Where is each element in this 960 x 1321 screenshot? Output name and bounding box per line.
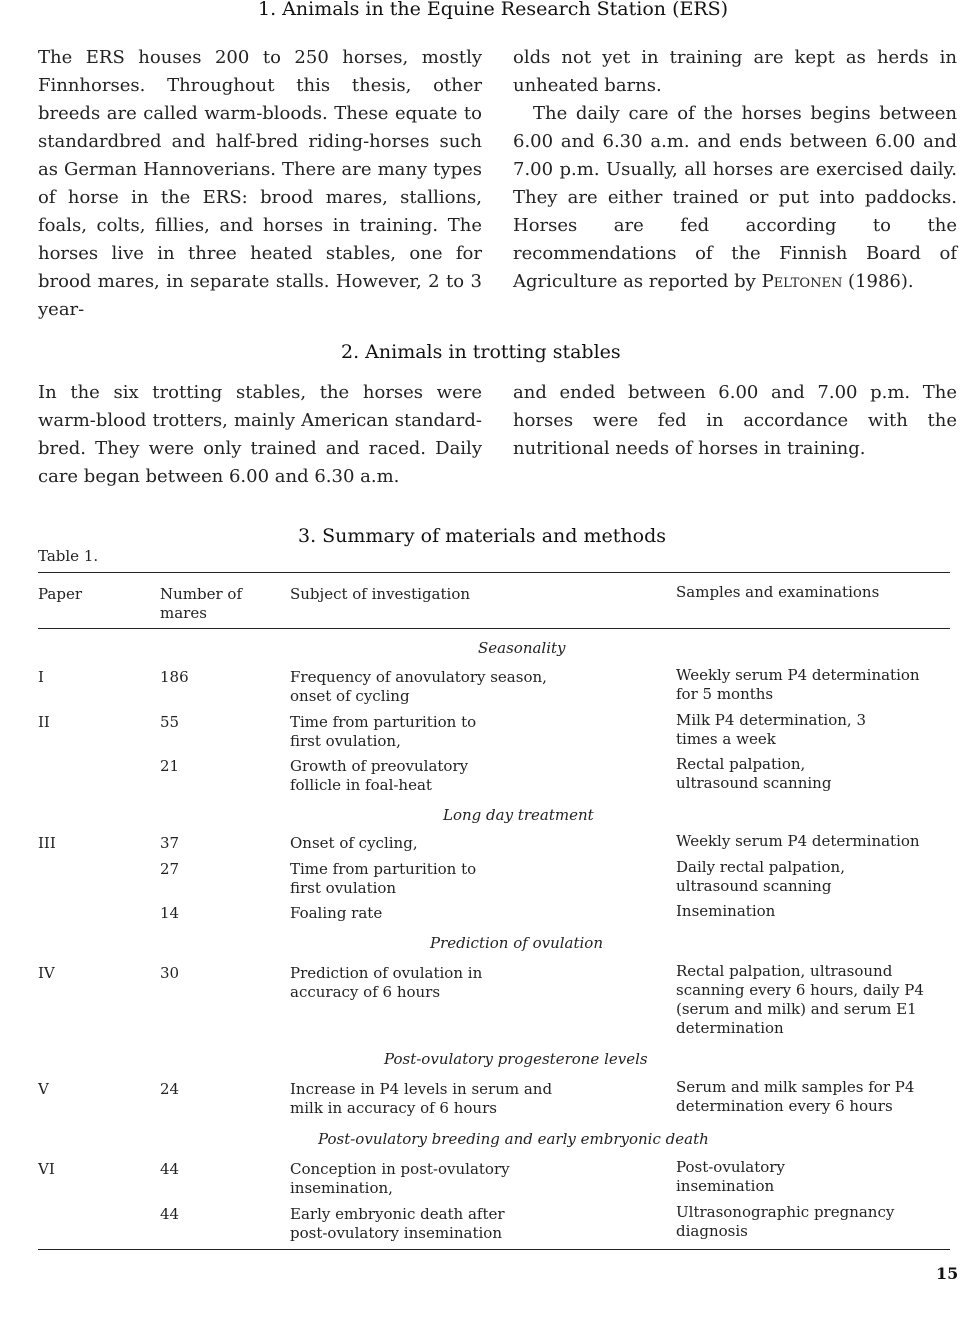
table-cell-number: 21 (160, 757, 180, 775)
table-cell-paper: V (38, 1080, 49, 1098)
column-header-samples: Samples and examinations (676, 583, 880, 601)
table-cell-number: 24 (160, 1080, 180, 1098)
table-cell-samples: Insemination (676, 902, 776, 920)
table-cell-number: 37 (160, 834, 180, 852)
table-cell-paper: I (38, 668, 44, 686)
table-cell-number: 27 (160, 860, 180, 878)
table-section-label: Post-ovulatory breeding and early embryonic death (318, 1130, 709, 1148)
section-1-right-paragraph-2-text: The daily care of the horses begins between 6.00 and 6.30 a.m. and ends between 6.00 and 7.00 p.m. Usually, all horses are exercised daily. They are either trained or put into paddocks. Horses are fed according to the recommendations of the Finnish Board of Agriculture as reported by (513, 103, 957, 292)
table-cell-number: 44 (160, 1205, 180, 1223)
section-3-heading: 3. Summary of materials and methods (298, 525, 666, 547)
table-bottom-rule (38, 1249, 950, 1250)
section-2-left-paragraph: In the six trotting stables, the horses were warm-blood trotters, mainly American standard-bred. They were only trained and raced. Daily care began between 6.00 and 6.30 a.m. (38, 382, 482, 487)
table-cell-samples: Rectal palpation, ultrasound scanning every 6 hours, daily P4 (serum and milk) and serum E1 determination (676, 962, 924, 1037)
table-cell-samples: Serum and milk samples for P4 determination every 6 hours (676, 1078, 915, 1115)
table-label: Table 1. (38, 547, 99, 565)
table-cell-subject: Frequency of anovulatory season, onset of cycling (290, 668, 547, 705)
section-2-right-paragraph: and ended between 6.00 and 7.00 p.m. The horses were fed in accordance with the nutritional needs of horses in training. (513, 382, 957, 459)
table-cell-samples: Daily rectal palpation, ultrasound scanning (676, 858, 845, 895)
table-cell-subject: Time from parturition to first ovulation, (290, 713, 477, 750)
table-cell-number: 30 (160, 964, 180, 982)
table-cell-samples: Milk P4 determination, 3 times a week (676, 711, 866, 748)
column-header-paper: Paper (38, 585, 83, 603)
page-number: 15 (936, 1264, 959, 1283)
column-header-number: Number of mares (160, 585, 243, 622)
table-header-rule (38, 628, 950, 629)
section-1-right-paragraph-1: olds not yet in training are kept as herds in unheated barns. (513, 47, 957, 96)
table-cell-subject: Growth of preovulatory follicle in foal-heat (290, 757, 469, 794)
section-2-left-column (38, 379, 482, 491)
table-top-rule (38, 572, 950, 573)
table-section-label: Post-ovulatory progesterone levels (384, 1050, 648, 1068)
table-cell-number: 14 (160, 904, 180, 922)
table-cell-subject: Prediction of ovulation in accuracy of 6 hours (290, 964, 483, 1001)
table-cell-samples: Rectal palpation, ultrasound scanning (676, 755, 832, 792)
table-section-label: Seasonality (478, 639, 566, 657)
table-cell-paper: IV (38, 964, 55, 982)
table-cell-subject: Increase in P4 levels in serum and milk in accuracy of 6 hours (290, 1080, 553, 1117)
column-header-subject: Subject of investigation (290, 585, 471, 603)
table-cell-samples: Weekly serum P4 determination for 5 months (676, 666, 920, 703)
table-cell-number: 186 (160, 668, 189, 686)
table-cell-paper: II (38, 713, 50, 731)
table-cell-subject: Time from parturition to first ovulation (290, 860, 477, 897)
section-2-right-column (513, 379, 957, 463)
section-1-left-paragraph: The ERS houses 200 to 250 horses, mostly Finnhorses. Throughout this thesis, other breeds are called warm-bloods. These equate to standardbred and half-bred riding-horses such as German Hannoverians. There are many types of horse in the ERS: brood mares, stallions, foals, colts, fillies, and horses in training. The horses live in three heated stables, one for brood mares, in separate stalls. However, 2 to 3 year- (38, 47, 482, 320)
table-cell-paper: III (38, 834, 56, 852)
section-2-heading: 2. Animals in trotting stables (341, 341, 621, 363)
table-section-label: Long day treatment (443, 806, 594, 824)
table-cell-samples: Post-ovulatory insemination (676, 1158, 785, 1195)
citation-author: Peltonen (761, 271, 843, 292)
table-cell-samples: Ultrasonographic pregnancy diagnosis (676, 1203, 895, 1240)
table-cell-number: 44 (160, 1160, 180, 1178)
table-cell-subject: Onset of cycling, (290, 834, 418, 852)
section-1-heading: 1. Animals in the Equine Research Station (ERS) (258, 0, 729, 20)
table-section-label: Prediction of ovulation (430, 934, 603, 952)
table-cell-paper: VI (38, 1160, 55, 1178)
section-1-right-column (513, 44, 957, 296)
table-cell-subject: Foaling rate (290, 904, 383, 922)
section-1-right-paragraph-2 (513, 100, 957, 296)
section-1-left-column (38, 44, 482, 324)
table-cell-number: 55 (160, 713, 180, 731)
table-cell-subject: Early embryonic death after post-ovulatory insemination (290, 1205, 505, 1242)
table-cell-subject: Conception in post-ovulatory insemination, (290, 1160, 510, 1197)
citation-year: (1986). (842, 271, 914, 292)
table-cell-samples: Weekly serum P4 determination (676, 832, 920, 850)
